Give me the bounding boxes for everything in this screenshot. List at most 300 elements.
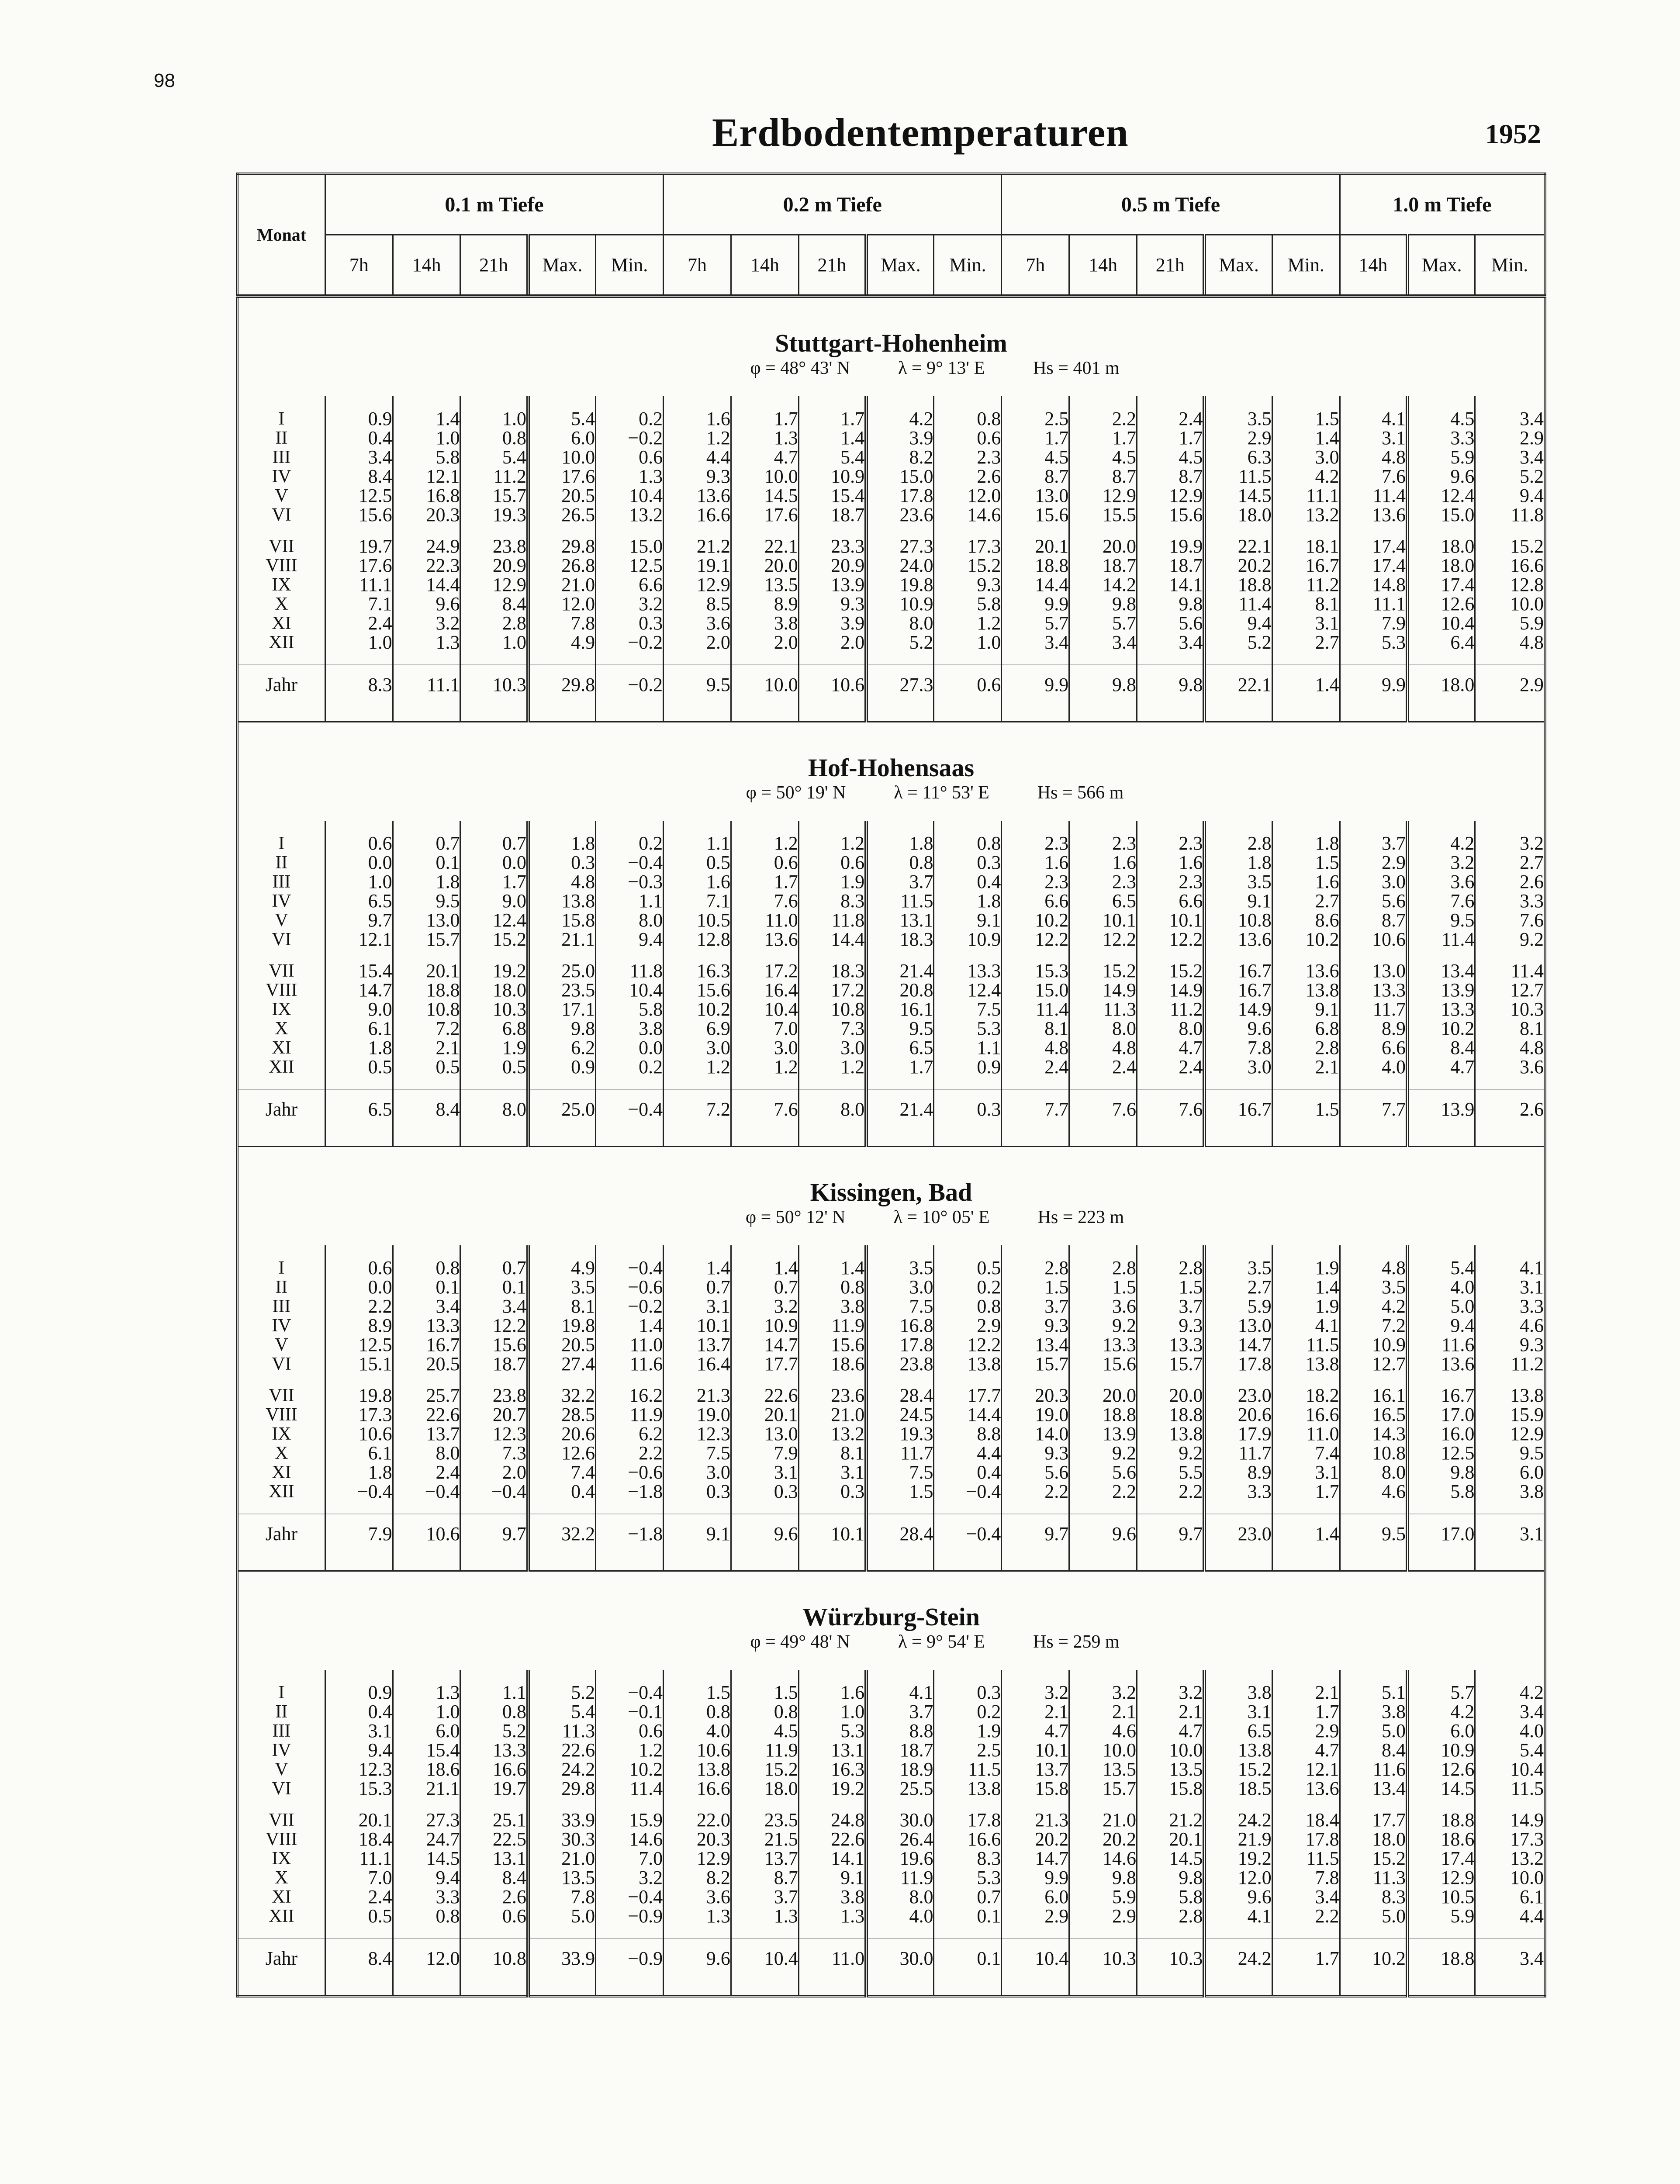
- value-cell: 7.3: [460, 1444, 528, 1463]
- spacer-row: [237, 821, 1545, 834]
- value-cell: 8.4: [1340, 1741, 1407, 1760]
- value-cell: 2.0: [799, 633, 866, 652]
- value-cell: 8.7: [1069, 467, 1137, 486]
- value-cell: 10.4: [596, 486, 664, 505]
- value-cell: 15.6: [799, 1335, 866, 1355]
- value-cell: 17.2: [731, 961, 799, 981]
- value-cell: 0.3: [664, 1482, 731, 1501]
- value-cell: 3.1: [1272, 614, 1340, 633]
- value-cell: 12.9: [1069, 486, 1137, 505]
- value-cell: 5.3: [934, 1868, 1002, 1887]
- value-cell: 13.0: [1002, 486, 1069, 505]
- value-cell: 14.7: [325, 981, 393, 1000]
- value-cell: 0.7: [731, 1278, 799, 1297]
- value-cell: 11.5: [1272, 1849, 1340, 1868]
- table-row: [237, 1405, 1545, 1424]
- value-cell: 8.7: [1137, 467, 1205, 486]
- year-value-cell: 9.6: [1069, 1514, 1137, 1553]
- month-cell: III: [272, 1721, 291, 1741]
- value-cell: 3.3: [1204, 1482, 1272, 1501]
- column-header: Min.: [1272, 235, 1340, 297]
- value-cell: 6.0: [528, 429, 596, 448]
- value-cell: 7.9: [1340, 614, 1407, 633]
- value-cell: 11.5: [1204, 467, 1272, 486]
- value-cell: 9.8: [1407, 1463, 1475, 1482]
- column-header: 14h: [1340, 235, 1407, 297]
- month-cell: XII: [269, 632, 294, 653]
- value-cell: 18.6: [1407, 1830, 1475, 1849]
- value-cell: 22.1: [1204, 537, 1272, 556]
- value-cell: 22.5: [460, 1830, 528, 1849]
- value-cell: 11.9: [866, 1868, 934, 1887]
- value-cell: 27.3: [393, 1811, 460, 1830]
- value-cell: 2.7: [1204, 1278, 1272, 1297]
- value-cell: 10.1: [1069, 911, 1137, 930]
- table-row: [237, 1830, 1545, 1849]
- value-cell: 15.8: [1002, 1779, 1069, 1798]
- year-value-cell: 9.7: [1137, 1514, 1205, 1553]
- value-cell: 4.5: [1407, 409, 1475, 429]
- value-cell: 1.2: [731, 834, 799, 853]
- value-cell: 12.2: [934, 1335, 1002, 1355]
- column-header: 7h: [1002, 235, 1069, 297]
- value-cell: 15.7: [393, 930, 460, 949]
- value-cell: 3.7: [1002, 1297, 1069, 1316]
- value-cell: 3.3: [1407, 429, 1475, 448]
- value-cell: 0.8: [460, 429, 528, 448]
- value-cell: 18.8: [1002, 556, 1069, 575]
- month-cell: XII: [269, 1057, 294, 1077]
- value-cell: 16.1: [1340, 1386, 1407, 1405]
- value-cell: 19.0: [664, 1405, 731, 1424]
- value-cell: 24.0: [866, 556, 934, 575]
- value-cell: 16.7: [393, 1335, 460, 1355]
- value-cell: 6.0: [1407, 1721, 1475, 1741]
- value-cell: 2.3: [1069, 872, 1137, 892]
- value-cell: 13.8: [528, 892, 596, 911]
- column-header-row: [237, 235, 1545, 297]
- value-cell: 4.0: [1340, 1057, 1407, 1077]
- value-cell: 16.7: [1407, 1386, 1475, 1405]
- value-cell: 3.0: [866, 1278, 934, 1297]
- value-cell: 0.1: [393, 1278, 460, 1297]
- year-value-cell: 0.3: [934, 1089, 1002, 1128]
- column-header: 7h: [664, 235, 731, 297]
- value-cell: 12.1: [325, 930, 393, 949]
- value-cell: 11.3: [1069, 1000, 1137, 1019]
- value-cell: 3.9: [866, 429, 934, 448]
- value-cell: 1.5: [1069, 1278, 1137, 1297]
- value-cell: 3.8: [1475, 1482, 1545, 1501]
- table-row: [237, 633, 1545, 652]
- value-cell: 15.9: [596, 1811, 664, 1830]
- value-cell: 7.0: [596, 1849, 664, 1868]
- value-cell: 18.7: [799, 505, 866, 525]
- month-cell: XI: [272, 613, 291, 633]
- value-cell: 2.1: [393, 1038, 460, 1057]
- value-cell: 21.0: [528, 1849, 596, 1868]
- value-cell: 18.5: [1204, 1779, 1272, 1798]
- table-row: [237, 556, 1545, 575]
- value-cell: 12.9: [460, 575, 528, 594]
- value-cell: 2.8: [1272, 1038, 1340, 1057]
- year-value-cell: 7.6: [1137, 1089, 1205, 1128]
- value-cell: 14.4: [393, 575, 460, 594]
- station-name: Kissingen, Bad: [810, 1178, 972, 1206]
- value-cell: 2.2: [1137, 1482, 1205, 1501]
- value-cell: 6.5: [325, 892, 393, 911]
- value-cell: 11.4: [1407, 930, 1475, 949]
- month-cell: IX: [272, 1424, 291, 1444]
- value-cell: 4.7: [1137, 1038, 1205, 1057]
- value-cell: 23.8: [460, 1386, 528, 1405]
- value-cell: 7.5: [866, 1463, 934, 1482]
- value-cell: 15.4: [799, 486, 866, 505]
- month-cell: I: [278, 833, 285, 854]
- value-cell: 0.8: [664, 1702, 731, 1721]
- value-cell: −0.2: [596, 633, 664, 652]
- value-cell: 16.7: [1204, 961, 1272, 981]
- value-cell: 4.2: [866, 409, 934, 429]
- month-cell: VI: [272, 1779, 291, 1799]
- value-cell: 9.6: [1407, 467, 1475, 486]
- value-cell: 0.6: [596, 1721, 664, 1741]
- value-cell: 23.5: [528, 981, 596, 1000]
- value-cell: 11.9: [596, 1405, 664, 1424]
- value-cell: 14.5: [731, 486, 799, 505]
- value-cell: 2.9: [1340, 853, 1407, 872]
- value-cell: 14.1: [1137, 575, 1205, 594]
- year-value-cell: 7.7: [1340, 1089, 1407, 1128]
- value-cell: 3.9: [799, 614, 866, 633]
- value-cell: 17.1: [528, 1000, 596, 1019]
- value-cell: 1.3: [393, 633, 460, 652]
- month-cell: II: [275, 428, 288, 448]
- spacer-row: [237, 396, 1545, 409]
- value-cell: 10.0: [1137, 1741, 1205, 1760]
- table-row: [237, 1258, 1545, 1278]
- value-cell: 12.9: [1475, 1424, 1545, 1444]
- value-cell: 2.9: [1002, 1907, 1069, 1926]
- value-cell: 15.0: [596, 537, 664, 556]
- value-cell: 12.6: [1407, 594, 1475, 614]
- value-cell: 14.6: [1069, 1849, 1137, 1868]
- value-cell: 6.6: [596, 575, 664, 594]
- year-value-cell: 9.5: [664, 665, 731, 704]
- value-cell: 12.5: [596, 556, 664, 575]
- value-cell: 5.3: [1340, 633, 1407, 652]
- value-cell: 1.7: [1069, 429, 1137, 448]
- value-cell: 17.8: [934, 1811, 1002, 1830]
- value-cell: 2.9: [1204, 429, 1272, 448]
- value-cell: 7.8: [528, 614, 596, 633]
- value-cell: 9.3: [1002, 1444, 1069, 1463]
- value-cell: −0.4: [934, 1482, 1002, 1501]
- value-cell: 8.0: [1340, 1463, 1407, 1482]
- month-cell: VII: [269, 961, 294, 981]
- value-cell: 18.8: [1137, 1405, 1205, 1424]
- value-cell: 3.4: [1137, 633, 1205, 652]
- value-cell: 2.3: [1137, 834, 1205, 853]
- page-year: 1952: [1485, 118, 1541, 149]
- value-cell: 0.9: [325, 1683, 393, 1702]
- section-divider: [237, 1553, 1545, 1571]
- value-cell: 4.2: [1407, 834, 1475, 853]
- value-cell: 13.3: [934, 961, 1002, 981]
- value-cell: 6.9: [664, 1019, 731, 1038]
- value-cell: 14.4: [934, 1405, 1002, 1424]
- value-cell: 1.0: [460, 633, 528, 652]
- value-cell: 12.9: [1407, 1868, 1475, 1887]
- value-cell: 3.6: [1475, 1057, 1545, 1077]
- value-cell: 2.6: [1475, 872, 1545, 892]
- value-cell: 0.3: [799, 1482, 866, 1501]
- value-cell: 5.4: [1475, 1741, 1545, 1760]
- value-cell: 12.3: [325, 1760, 393, 1779]
- value-cell: 18.7: [1137, 556, 1205, 575]
- value-cell: 2.8: [1137, 1258, 1205, 1278]
- value-cell: 5.8: [1407, 1482, 1475, 1501]
- section-divider: [237, 1977, 1545, 1996]
- month-cell: VIII: [266, 1829, 297, 1849]
- station-lat: φ = 50° 19' N: [746, 783, 846, 803]
- value-cell: 9.6: [1204, 1019, 1272, 1038]
- value-cell: 18.7: [866, 1741, 934, 1760]
- value-cell: 1.7: [1272, 1482, 1340, 1501]
- value-cell: 12.0: [1204, 1868, 1272, 1887]
- value-cell: 13.4: [1340, 1779, 1407, 1798]
- value-cell: 14.5: [393, 1849, 460, 1868]
- value-cell: 10.5: [664, 911, 731, 930]
- station-lat: φ = 50° 12' N: [745, 1207, 846, 1227]
- value-cell: 17.3: [1475, 1830, 1545, 1849]
- value-cell: 1.5: [866, 1482, 934, 1501]
- value-cell: 14.9: [1475, 1811, 1545, 1830]
- station-elev: Hs = 566 m: [1037, 783, 1124, 803]
- value-cell: 17.6: [731, 505, 799, 525]
- value-cell: 13.8: [934, 1779, 1002, 1798]
- value-cell: 5.2: [460, 1721, 528, 1741]
- value-cell: 4.5: [1137, 448, 1205, 467]
- value-cell: 16.8: [866, 1316, 934, 1335]
- value-cell: 6.8: [460, 1019, 528, 1038]
- value-cell: 0.0: [325, 1278, 393, 1297]
- value-cell: 12.7: [1475, 981, 1545, 1000]
- station-header: [237, 1571, 1545, 1670]
- value-cell: 2.4: [325, 1887, 393, 1907]
- value-cell: 6.0: [1002, 1887, 1069, 1907]
- value-cell: 12.2: [1069, 930, 1137, 949]
- value-cell: 5.3: [934, 1019, 1002, 1038]
- depth-header-1-0m: 1.0 m Tiefe: [1340, 174, 1545, 235]
- value-cell: 21.0: [528, 575, 596, 594]
- year-value-cell: 10.6: [393, 1514, 460, 1553]
- value-cell: 22.1: [731, 537, 799, 556]
- value-cell: 3.6: [664, 614, 731, 633]
- year-value-cell: 10.0: [731, 665, 799, 704]
- year-value-cell: 33.9: [528, 1939, 596, 1977]
- value-cell: 16.6: [460, 1760, 528, 1779]
- month-cell: IV: [272, 891, 291, 911]
- value-cell: 18.0: [1407, 556, 1475, 575]
- value-cell: 11.3: [1340, 1868, 1407, 1887]
- value-cell: 3.4: [1002, 633, 1069, 652]
- value-cell: 6.1: [325, 1019, 393, 1038]
- soil-temperature-table: [236, 173, 1546, 1997]
- year-value-cell: 10.3: [1069, 1939, 1137, 1977]
- value-cell: 13.8: [934, 1355, 1002, 1374]
- table-row: [237, 448, 1545, 467]
- value-cell: 11.7: [866, 1444, 934, 1463]
- table-row: [237, 1779, 1545, 1798]
- value-cell: 14.5: [1137, 1849, 1205, 1868]
- value-cell: 13.7: [1002, 1760, 1069, 1779]
- value-cell: 1.1: [460, 1683, 528, 1702]
- value-cell: 2.1: [1069, 1702, 1137, 1721]
- value-cell: 0.8: [799, 1278, 866, 1297]
- value-cell: 15.7: [1137, 1355, 1205, 1374]
- value-cell: 2.8: [1002, 1258, 1069, 1278]
- value-cell: 3.4: [393, 1297, 460, 1316]
- value-cell: 15.3: [1002, 961, 1069, 981]
- value-cell: 17.7: [731, 1355, 799, 1374]
- value-cell: 11.4: [1002, 1000, 1069, 1019]
- year-value-cell: 21.4: [866, 1089, 934, 1128]
- value-cell: 11.6: [1340, 1760, 1407, 1779]
- value-cell: 15.5: [1069, 505, 1137, 525]
- value-cell: 21.3: [664, 1386, 731, 1405]
- value-cell: 3.7: [1137, 1297, 1205, 1316]
- value-cell: 13.6: [731, 930, 799, 949]
- value-cell: 17.4: [1340, 556, 1407, 575]
- table-row: [237, 1811, 1545, 1830]
- value-cell: 16.4: [731, 981, 799, 1000]
- value-cell: 1.7: [731, 409, 799, 429]
- value-cell: 15.6: [1002, 505, 1069, 525]
- value-cell: 16.3: [664, 961, 731, 981]
- value-cell: 8.8: [866, 1721, 934, 1741]
- table-row: [237, 1424, 1545, 1444]
- value-cell: 3.3: [1475, 1297, 1545, 1316]
- value-cell: 18.0: [1340, 1830, 1407, 1849]
- value-cell: 22.3: [393, 556, 460, 575]
- value-cell: 2.5: [934, 1741, 1002, 1760]
- year-value-cell: 8.3: [325, 665, 393, 704]
- value-cell: 1.3: [799, 1907, 866, 1926]
- value-cell: 0.8: [393, 1258, 460, 1278]
- value-cell: 4.7: [1137, 1721, 1205, 1741]
- value-cell: 2.1: [1137, 1702, 1205, 1721]
- table-row: [237, 1887, 1545, 1907]
- value-cell: 22.6: [731, 1386, 799, 1405]
- value-cell: 18.8: [1407, 1811, 1475, 1830]
- station-lon: λ = 9° 54' E: [898, 1632, 985, 1652]
- value-cell: 3.0: [664, 1463, 731, 1482]
- value-cell: 3.5: [528, 1278, 596, 1297]
- value-cell: 12.8: [664, 930, 731, 949]
- value-cell: 3.8: [1340, 1702, 1407, 1721]
- value-cell: 2.1: [1002, 1702, 1069, 1721]
- value-cell: 4.8: [1069, 1038, 1137, 1057]
- value-cell: 17.2: [799, 981, 866, 1000]
- value-cell: 13.2: [799, 1424, 866, 1444]
- value-cell: 23.3: [799, 537, 866, 556]
- value-cell: 24.8: [799, 1811, 866, 1830]
- value-cell: 9.3: [934, 575, 1002, 594]
- station-name: Würzburg-Stein: [802, 1603, 980, 1631]
- value-cell: 3.2: [1407, 853, 1475, 872]
- value-cell: 16.6: [934, 1830, 1002, 1849]
- value-cell: 4.0: [866, 1907, 934, 1926]
- value-cell: 14.9: [1069, 981, 1137, 1000]
- value-cell: 10.1: [664, 1316, 731, 1335]
- value-cell: 30.3: [528, 1830, 596, 1849]
- year-value-cell: 2.6: [1475, 1089, 1545, 1128]
- year-summary-row: [237, 1939, 1545, 1977]
- value-cell: 2.4: [1002, 1057, 1069, 1077]
- year-value-cell: 1.7: [1272, 1939, 1340, 1977]
- value-cell: 4.1: [1475, 1258, 1545, 1278]
- value-cell: 11.1: [325, 1849, 393, 1868]
- value-cell: 1.8: [528, 834, 596, 853]
- table-row: [237, 409, 1545, 429]
- value-cell: 17.9: [1204, 1424, 1272, 1444]
- value-cell: 15.2: [1340, 1849, 1407, 1868]
- table-row: [237, 853, 1545, 872]
- value-cell: 0.1: [460, 1278, 528, 1297]
- table-row: [237, 1000, 1545, 1019]
- value-cell: 1.7: [866, 1057, 934, 1077]
- value-cell: 11.0: [731, 911, 799, 930]
- value-cell: 19.2: [799, 1779, 866, 1798]
- value-cell: 0.3: [731, 1482, 799, 1501]
- column-header: 14h: [731, 235, 799, 297]
- value-cell: 8.3: [799, 892, 866, 911]
- value-cell: 9.5: [393, 892, 460, 911]
- value-cell: 20.6: [1204, 1405, 1272, 1424]
- value-cell: 7.3: [799, 1019, 866, 1038]
- value-cell: 15.2: [731, 1760, 799, 1779]
- value-cell: 3.2: [596, 1868, 664, 1887]
- value-cell: 0.4: [934, 872, 1002, 892]
- value-cell: 3.8: [799, 1297, 866, 1316]
- value-cell: 28.5: [528, 1405, 596, 1424]
- month-cell: XI: [272, 1462, 291, 1482]
- value-cell: 15.2: [1069, 961, 1137, 981]
- value-cell: 13.0: [1340, 961, 1407, 981]
- value-cell: 15.2: [934, 556, 1002, 575]
- month-cell: I: [278, 1683, 285, 1703]
- value-cell: 2.5: [1002, 409, 1069, 429]
- year-value-cell: 7.6: [731, 1089, 799, 1128]
- value-cell: 13.2: [596, 505, 664, 525]
- station-lon: λ = 11° 53' E: [894, 783, 989, 803]
- value-cell: 13.8: [1272, 1355, 1340, 1374]
- spacer-row: [237, 949, 1545, 961]
- year-value-cell: 18.8: [1407, 1939, 1475, 1977]
- value-cell: 13.0: [393, 911, 460, 930]
- value-cell: 3.4: [460, 1297, 528, 1316]
- value-cell: 18.7: [1069, 556, 1137, 575]
- month-cell: I: [278, 409, 285, 429]
- value-cell: 9.4: [393, 1868, 460, 1887]
- value-cell: 0.9: [934, 1057, 1002, 1077]
- value-cell: 13.0: [731, 1424, 799, 1444]
- value-cell: 0.7: [460, 1258, 528, 1278]
- value-cell: 1.4: [664, 1258, 731, 1278]
- year-value-cell: 10.8: [460, 1939, 528, 1977]
- value-cell: 27.3: [866, 537, 934, 556]
